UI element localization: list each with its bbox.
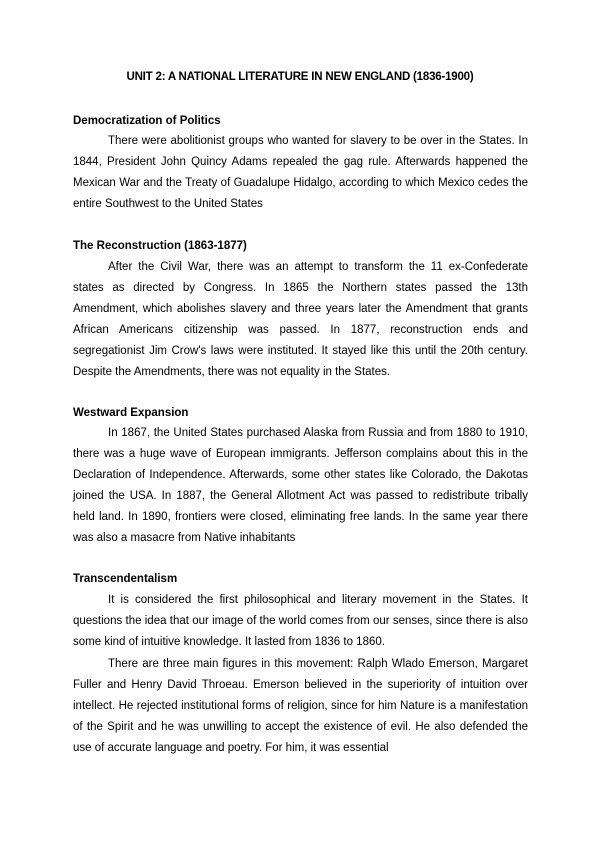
paragraph-westward-expansion: In 1867, the United States purchased Alaska from Russia and from 1880 to 1910, there was a huge wave of European immigrants. Jefferson complains about this in the Declaration of Independence. Afterwards, some other states like Colorado, the Dakotas joined the USA. In 1887, the General Allotment Act was passed to redistribute tribally held land. In 1890, frontiers were closed, eliminating free lands. In the same year there was also a masacre from Native inhabitants [73, 427, 528, 544]
paragraph-transcendentalism-1: It is considered the first philosophical and literary movement in the States. It questions the idea that our image of the world comes from our senses, since there is also some kind of intuitive knowledge. It lasted from 1836 to 1860. [73, 594, 528, 648]
page-title: UNIT 2: A NATIONAL LITERATURE IN NEW ENGLAND (1836-1900) [126, 71, 474, 83]
section-heading-transcendentalism: Transcendentalism [73, 573, 178, 585]
section-heading-reconstruction: The Reconstruction (1863-1877) [73, 240, 247, 252]
paragraph-transcendentalism-2: There are three main figures in this movement: Ralph Wlado Emerson, Margaret Fuller and Henry David Throeau. Emerson believed in the superiority of intuition over intellect. He rejected institutional forms of religion, since for him Nature is a manifestation of the Spirit and he was unwilling to accept the existence of evil. He also defended the use of accurate language and poetry. For him, it was essential [73, 658, 528, 754]
paragraph-reconstruction: After the Civil War, there was an attempt to transform the 11 ex-Confederate states as directed by Congress. In 1865 the Northern states passed the 13th Amendment, which abolishes slavery and three years later the Amendment that grants African Americans citizenship was passed. In 1877, reconstruction ends and segregationist Jim Crow's laws were instituted. It stayed like this until the 20th century. Despite the Amendments, there was not equality in the States. [73, 261, 528, 378]
paragraph-democratization: There were abolitionist groups who wanted for slavery to be over in the States. In 1844, President John Quincy Adams repealed the gag rule. Afterwards happened the Mexican War and the Treaty of Guadalupe Hidalgo, according to which Mexico cedes the entire Southwest to the United States [73, 135, 528, 210]
section-heading-democratization: Democratization of Politics [73, 115, 221, 127]
section-heading-westward-expansion: Westward Expansion [73, 407, 189, 419]
